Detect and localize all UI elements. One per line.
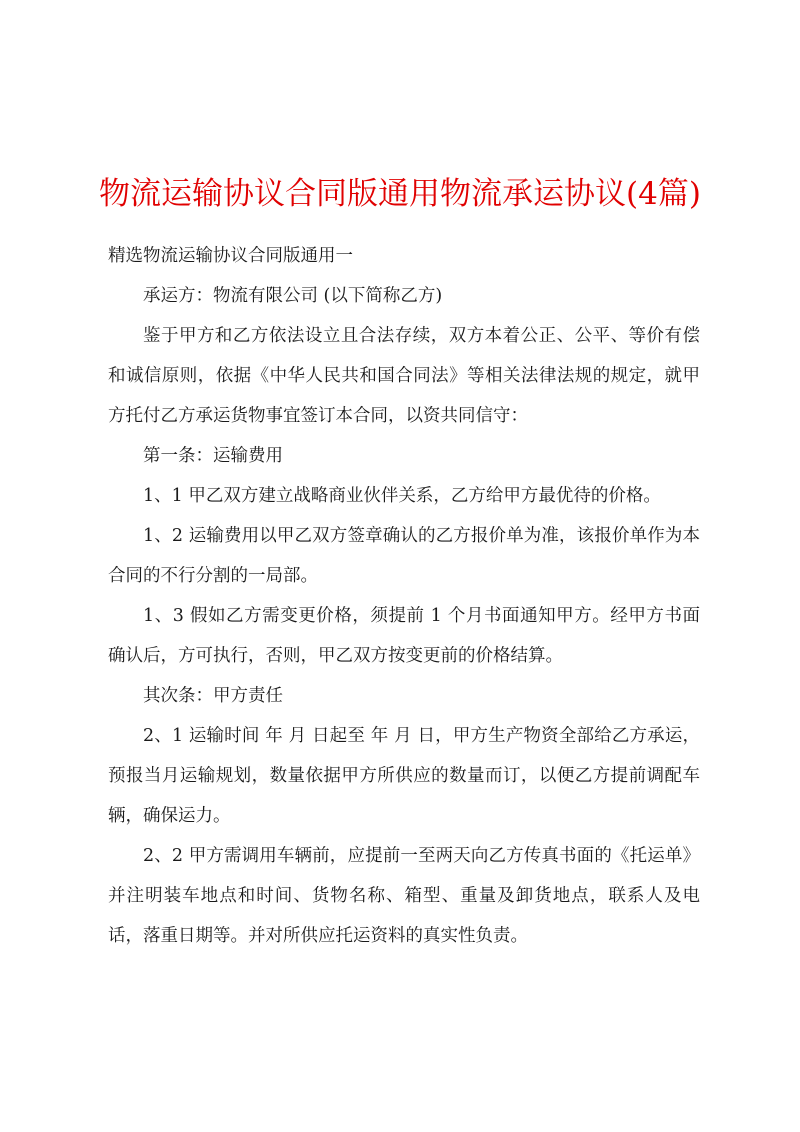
clause-1-2: 1、2 运输费用以甲乙双方签章确认的乙方报价单为准，该报价单作为本合同的不行分割的一局部。 — [108, 526, 700, 586]
document-body — [108, 236, 700, 956]
paragraph-carrier: 承运方：物流有限公司 (以下简称乙方) — [143, 286, 443, 306]
paragraph-heading: 精选物流运输协议合同版通用一 — [108, 246, 353, 266]
clause-2-1: 2、1 运输时间 年 月 日起至 年 月 日，甲方生产物资全部给乙方承运，预报当月运输规划，数量依据甲方所供应的数量而订，以便乙方提前调配车辆，确保运力。 — [108, 726, 700, 826]
clause-2-2: 2、2 甲方需调用车辆前，应提前一至两天向乙方传真书面的《托运单》并注明装车地点和时间、货物名称、箱型、重量及卸货地点，联系人及电话，落重日期等。并对所供应托运资料的真实性负责。 — [108, 846, 700, 946]
section-heading-1: 第一条：运输费用 — [143, 446, 283, 466]
section-heading-2: 其次条：甲方责任 — [143, 686, 283, 706]
clause-1-3: 1、3 假如乙方需变更价格，须提前 1 个月书面通知甲方。经甲方书面确认后，方可执行，否则，甲乙双方按变更前的价格结算。 — [108, 606, 700, 666]
clause-1-1: 1、1 甲乙双方建立战略商业伙伴关系，乙方给甲方最优待的价格。 — [143, 486, 661, 506]
document-title: 物流运输协议合同版通用物流承运协议(4篇) — [99, 176, 701, 212]
paragraph-preamble: 鉴于甲方和乙方依法设立且合法存续，双方本着公正、公平、等价有偿和诚信原则，依据《中华人民共和国合同法》等相关法律法规的规定，就甲方托付乙方承运货物事宜签订本合同，以资共同信守： — [108, 326, 700, 426]
